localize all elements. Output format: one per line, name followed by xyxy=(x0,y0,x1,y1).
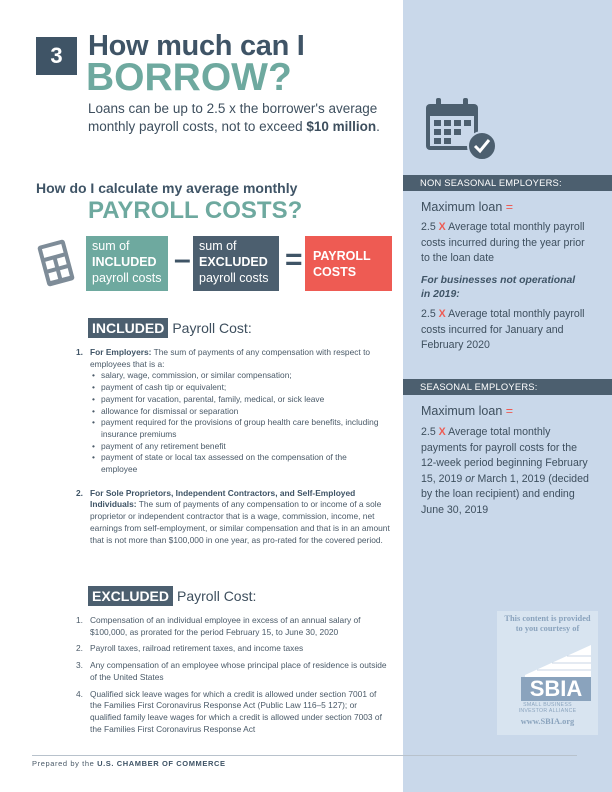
intro-text: Loans can be up to 2.5 x the borrower's average monthly payroll costs, not to exceed xyxy=(88,101,378,134)
included-item2-label: For Sole Proprietors, Independent Contractors, and Self-Employed Individuals: xyxy=(90,487,356,510)
excluded-item-text: Compensation of an individual employee in excess of an annual salary of $100,000, as prorated for the period February 15, to June 30, 2020 xyxy=(90,615,361,637)
list-number: 2. xyxy=(76,643,83,654)
page-title-line2: BORROW? xyxy=(86,56,292,99)
calculator-icon xyxy=(33,238,79,288)
excluded-heading-rest: Payroll Cost: xyxy=(177,588,257,604)
courtesy-text xyxy=(497,614,598,634)
included-list xyxy=(76,347,390,546)
equals-mark: = xyxy=(505,200,514,214)
excluded-list xyxy=(76,615,390,740)
intro-end: . xyxy=(376,119,380,134)
times-mark: X xyxy=(438,426,446,438)
minus-sign: – xyxy=(174,243,191,276)
list-number: 4. xyxy=(76,688,83,699)
formula-exc-line3: payroll costs xyxy=(199,271,269,285)
excluded-item-text: Payroll taxes, railroad retirement taxes, and income taxes xyxy=(90,643,304,654)
sbia-logo xyxy=(497,639,598,701)
multiplier: 2.5 xyxy=(421,221,439,233)
times-mark: X xyxy=(438,221,446,233)
list-item: • payment of any retirement benefit xyxy=(90,441,390,453)
excluded-item-1 xyxy=(76,615,390,638)
list-number: 1. xyxy=(76,615,83,625)
sbia-name xyxy=(497,702,598,714)
list-item: • payment of state or local tax assessed on the compensation of the employee xyxy=(90,452,350,475)
included-item-1 xyxy=(76,347,390,370)
formula-text: Average total monthly payments for payroll costs for the 12-week period beginning February 15, 2019 xyxy=(421,426,588,485)
included-item1-text: The sum of payments of any compensation with respect to employees that is a: xyxy=(90,347,371,369)
excluded-item-3 xyxy=(76,660,390,683)
intro-paragraph xyxy=(88,100,388,136)
sbia-website-link[interactable]: www.SBIA.org xyxy=(520,717,575,726)
formula-inc-line2: INCLUDED xyxy=(92,255,157,269)
list-item: • payment for vacation, parental, family, medical, or sick leave xyxy=(90,394,390,406)
formula-res-line2: COSTS xyxy=(313,264,357,279)
included-item2-text: The sum of payments of any compensation to or income of a sole proprietor or independent contractor that is a wage, commission, income, net earnings from self-employment, or similar compensation and that is in an amount that is not more than $100,000 in one year, as pro-rated for the covered period. xyxy=(90,499,390,545)
list-item: • salary, wage, commission, or similar compensation; xyxy=(90,370,390,382)
formula-text: Average total monthly payroll costs incurred during the year prior to the loan date xyxy=(421,221,585,264)
list-number: 3. xyxy=(76,660,83,671)
times-mark: X xyxy=(438,308,446,320)
included-heading-rest: Payroll Cost: xyxy=(172,320,252,336)
formula-result-box xyxy=(305,236,392,291)
calc-question: How do I calculate my average monthly xyxy=(36,180,298,196)
equals-mark: = xyxy=(505,404,514,418)
excluded-item-4 xyxy=(76,688,390,736)
formula-text: Average total monthly payroll costs incurred for January and February 2020 xyxy=(421,308,585,351)
max-loan-label: Maximum loan xyxy=(421,404,506,418)
list-number: 2. xyxy=(76,487,83,498)
list-item: • allowance for dismissal or separation xyxy=(90,406,390,418)
non-operational-formula xyxy=(421,307,589,354)
non-operational-subheading: For businesses not operational in 2019: xyxy=(421,275,576,300)
included-item-2 xyxy=(76,487,390,547)
page-title-line1: How much can I xyxy=(88,30,305,62)
list-item: • payment required for the provisions of group health care benefits, including insurance premiums xyxy=(90,417,380,440)
non-seasonal-bar: NON SEASONAL EMPLOYERS: xyxy=(403,175,612,191)
calendar-check-icon xyxy=(424,96,498,162)
courtesy-line2: to you courtesy of xyxy=(515,624,580,633)
list-item: • payment of cash tip or equivalent; xyxy=(90,382,390,394)
calc-heading: PAYROLL COSTS? xyxy=(88,197,303,224)
footer-org: U.S. CHAMBER OF COMMERCE xyxy=(97,759,226,768)
non-seasonal-heading xyxy=(421,200,513,214)
formula-excluded-box xyxy=(193,236,279,291)
formula-exc-line1: sum of xyxy=(199,239,237,253)
non-seasonal-formula xyxy=(421,220,589,267)
sbia-name-line2: INVESTOR ALLIANCE xyxy=(518,708,577,714)
multiplier: 2.5 xyxy=(421,308,439,320)
excluded-item-text: Any compensation of an employee whose principal place of residence is outside of the United States xyxy=(90,660,387,682)
formula-inc-line1: sum of xyxy=(92,239,130,253)
max-loan-label: Maximum loan xyxy=(421,200,506,214)
formula-exc-line2: EXCLUDED xyxy=(199,255,268,269)
formula-included-box xyxy=(86,236,168,291)
excluded-item-text: Qualified sick leave wages for which a credit is allowed under section 7001 of the Families First Coronavirus Response Act (Public Law 116–5 127); or qualified family leave wages for which a credit is allowed under section 7003 of the Families First Coronavirus Response Act xyxy=(90,688,382,734)
intro-amount: $10 million xyxy=(306,119,377,134)
equals-sign: = xyxy=(285,243,303,276)
included-heading xyxy=(88,318,252,338)
footer-prefix: Prepared by the xyxy=(32,759,98,768)
list-number: 1. xyxy=(76,347,83,357)
footer-credit xyxy=(32,759,226,768)
included-tag: INCLUDED xyxy=(88,318,168,338)
seasonal-formula xyxy=(421,425,589,518)
seasonal-bar: SEASONAL EMPLOYERS: xyxy=(403,379,612,395)
included-item1-label: For Employers: xyxy=(90,347,152,357)
excluded-tag: EXCLUDED xyxy=(88,586,173,606)
formula-inc-line3: payroll costs xyxy=(92,271,162,285)
multiplier: 2.5 xyxy=(421,426,439,438)
sbia-name-line1: SMALL BUSINESS xyxy=(523,702,572,708)
excluded-heading xyxy=(88,586,256,606)
courtesy-line1: This content is provided xyxy=(504,614,591,623)
sbia-courtesy-box xyxy=(497,611,598,735)
excluded-item-2 xyxy=(76,643,390,655)
sbia-logo-text: SBIA xyxy=(529,676,583,701)
formula-tail: March 1, 2019 (decided by the loan recipient) and ending June 30, 2019 xyxy=(421,472,589,516)
section-number-badge: 3 xyxy=(36,37,77,75)
formula-res-line1: PAYROLL xyxy=(313,248,371,263)
formula-or: or xyxy=(465,472,475,485)
seasonal-heading xyxy=(421,404,513,418)
footer-divider xyxy=(32,755,577,756)
